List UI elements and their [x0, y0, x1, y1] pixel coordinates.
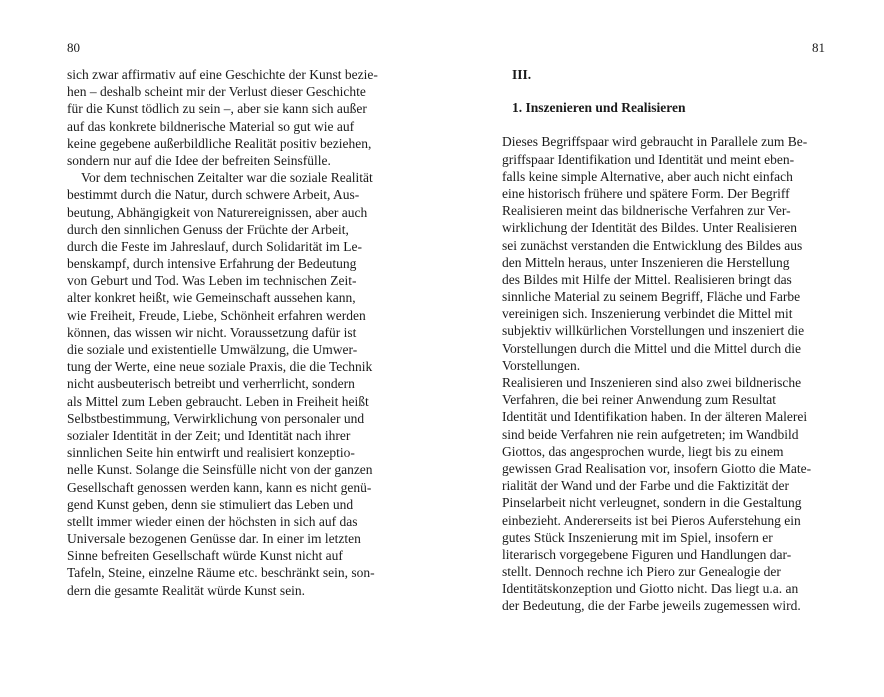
- text-line: gend Kunst geben, denn sie stimuliert das Leben und: [67, 496, 354, 512]
- text-line: durch die Feste im Jahreslauf, durch Solidarität im Le-: [67, 238, 363, 254]
- text-line: hen – deshalb scheint mir der Verlust dieser Geschichte: [67, 84, 366, 100]
- text-line: gewissen Grad Realisation vor, insofern Giotto die Mate-: [502, 460, 812, 476]
- text-line: von Geburt und Tod. Was Leben im technischen Zeit-: [67, 273, 357, 289]
- text-line: sich zwar affirmativ auf eine Geschichte der Kunst bezie-: [67, 67, 378, 82]
- text-line: sondern nur auf die Idee der befreiten Seinsfülle.: [67, 152, 331, 168]
- left-page-text: [67, 66, 397, 599]
- text-line: griffspaar Identifikation und Identität und meint eben-: [502, 151, 795, 167]
- text-line: wirklichung der Identität des Bildes. Unter Realisieren: [502, 220, 798, 236]
- text-line: Realisieren meint das bildnerische Verfahren zur Ver-: [502, 203, 791, 219]
- text-line: gutes Stück Inszenierung mit im Spiel, insofern er: [502, 529, 773, 545]
- text-line: beutung, Abhängigkeit von Naturereignissen, aber auch: [67, 204, 368, 220]
- text-line: sinnlichen Seite hin entwirft und realisiert konzeptio-: [67, 445, 355, 461]
- text-line: nelle Kunst. Solange die Seinsfülle nicht von der ganzen: [67, 462, 373, 478]
- text-line: eine historisch frühere und spätere Form. Der Begriff: [502, 185, 790, 201]
- text-line: bestimmt durch die Natur, durch schwere Arbeit, Aus-: [67, 187, 360, 203]
- text-line: Sinne befreiten Gesellschaft würde Kunst nicht auf: [67, 548, 343, 564]
- text-line: Giottos, das angesprochen wurde, liegt bis zu einem: [502, 443, 784, 459]
- text-line: Vor dem technischen Zeitalter war die soziale Realität: [81, 170, 373, 186]
- right-page-text: [502, 66, 832, 615]
- text-line: Pinselarbeit nicht verleugnet, sondern in die Gestaltung: [502, 495, 802, 511]
- section-heading: 1. Inszenieren und Realisieren: [512, 100, 686, 116]
- text-line: sinnliche Material zu seinem Begriff, Fläche und Farbe: [502, 289, 801, 305]
- text-line: subjektiv willkürlichen Vorstellungen und inszeniert die: [502, 323, 805, 339]
- text-line: können, das wissen wir nicht. Voraussetzung dafür ist: [67, 324, 357, 340]
- text-line: rialität der Wand und der Farbe und die Faktizität der: [502, 478, 789, 494]
- text-line: Dieses Begriffspaar wird gebraucht in Parallele zum Be-: [502, 134, 808, 150]
- text-line: Verfahren, die bei reiner Anwendung zum Resultat: [502, 392, 777, 408]
- text-line: stellt. Dennoch rechne ich Piero zur Genealogie der: [502, 564, 781, 580]
- text-line: Vorstellungen.: [502, 357, 581, 373]
- text-line: stellt immer wieder einen der höchsten in sich auf das: [67, 513, 358, 529]
- text-line: falls keine simple Alternative, aber auch nicht einfach: [502, 168, 793, 184]
- text-line: literarisch vorgegebene Figuren und Handlungen dar-: [502, 546, 792, 562]
- text-line: der Bedeutung, die der Farbe jeweils zugemessen wird.: [502, 598, 801, 614]
- text-line: auf das konkrete bildnerische Material so gut wie auf: [67, 118, 355, 134]
- text-line: des Bildes mit Hilfe der Mittel. Realisieren bringt das: [502, 271, 792, 287]
- right-page-number: 81: [812, 40, 825, 55]
- text-line: tung der Werte, eine neue soziale Praxis, die die Technik: [67, 359, 373, 375]
- text-line: sei zunächst verstanden die Entwicklung des Bildes aus: [502, 237, 803, 253]
- section-number: III.: [512, 67, 532, 82]
- text-line: Universale bezogenen Genüsse dar. In einer im letzten: [67, 531, 361, 547]
- text-line: Identitätskonzeption und Giotto nicht. Das liegt u.a. an: [502, 581, 799, 597]
- text-line: dern die gesamte Realität würde Kunst sein.: [67, 582, 306, 598]
- text-line: wie Freiheit, Freude, Liebe, Schönheit erfahren werden: [67, 307, 366, 323]
- text-line: als Mittel zum Leben gebraucht. Leben in Freiheit heißt: [67, 393, 369, 409]
- text-line: benskampf, durch intensive Erfahrung der Bedeutung: [67, 256, 357, 272]
- text-line: alter konkret heißt, wie Gemeinschaft aussehen kann,: [67, 290, 356, 306]
- text-line: keine gegebene außerbildliche Realität positiv beziehen,: [67, 135, 372, 151]
- text-line: den Mitteln heraus, unter Inszenieren die Herstellung: [502, 254, 790, 270]
- text-line: sozialer Identität in der Zeit; und Identität nach ihrer: [67, 427, 351, 443]
- text-line: nicht ausbeuterisch betreibt und verherrlicht, sondern: [67, 376, 355, 392]
- text-line: sind beide Verfahren nie rein aufgetreten; im Wandbild: [502, 426, 799, 442]
- left-page-number: 80: [67, 40, 80, 55]
- text-line: für die Kunst tödlich zu sein –, aber sie kann sich außer: [67, 101, 367, 117]
- right-page-body: [502, 133, 832, 614]
- text-line: Selbstbestimmung, Verwirklichung von personaler und: [67, 410, 365, 426]
- text-line: Identität und Identifikation haben. In der älteren Malerei: [502, 409, 808, 425]
- text-line: Gesellschaft genossen werden kann, kann es nicht genü-: [67, 479, 372, 495]
- text-line: Vorstellungen durch die Mittel und die Mittel durch die: [502, 340, 801, 356]
- text-line: Tafeln, Steine, einzelne Räume etc. beschränkt sein, son-: [67, 565, 375, 581]
- text-line: einbezieht. Andererseits ist bei Pieros Auferstehung ein: [502, 512, 801, 528]
- text-line: vereinigen sich. Inszenierung verbindet die Mittel mit: [502, 306, 793, 322]
- text-line: Realisieren und Inszenieren sind also zwei bildnerische: [502, 375, 802, 390]
- text-line: die soziale und existentielle Umwälzung, die Umwer-: [67, 342, 358, 357]
- text-line: durch den sinnlichen Genuss der Früchte der Arbeit,: [67, 221, 349, 237]
